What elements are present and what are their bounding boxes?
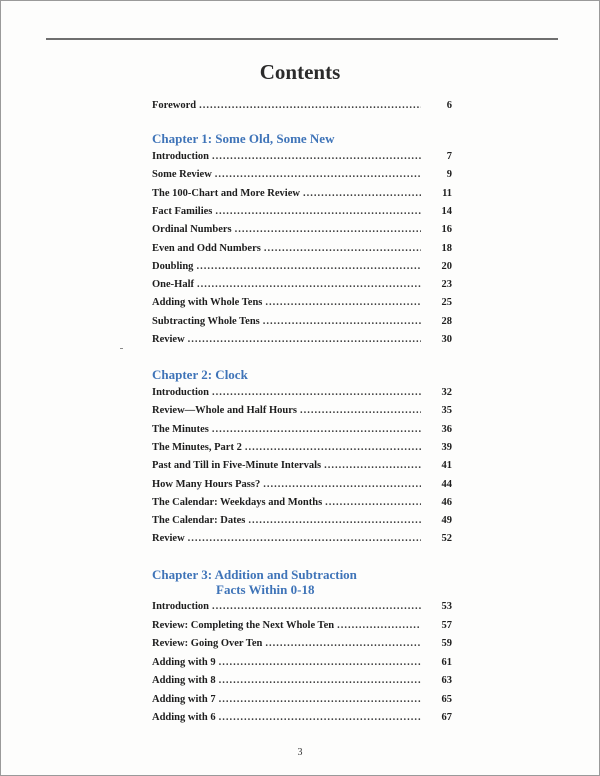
toc-entry[interactable]: [152, 533, 452, 549]
entry-page: 46: [441, 496, 452, 508]
entry-label: Subtracting Whole Tens: [152, 315, 260, 327]
entry-label: How Many Hours Pass?: [152, 478, 261, 490]
toc-entry[interactable]: [152, 442, 452, 458]
entry-page: 65: [441, 693, 452, 705]
page-title: Contents: [259, 60, 341, 84]
entry-page: 9: [446, 169, 452, 181]
entry-label: Fact Families: [152, 205, 213, 217]
entry-label: Adding with 8: [152, 675, 216, 686]
toc-entry[interactable]: [152, 188, 452, 204]
toc-entry[interactable]: [152, 424, 452, 440]
dot-leader: [215, 206, 421, 217]
toc-entry[interactable]: [152, 100, 452, 116]
toc-entry[interactable]: [152, 279, 452, 295]
dot-leader: [215, 169, 421, 180]
toc-entry[interactable]: [152, 316, 452, 332]
entry-label: Adding with 7: [152, 693, 216, 705]
chapter-3-heading: [152, 567, 357, 597]
entry-page: 30: [441, 334, 452, 345]
entry-page: 25: [441, 297, 452, 309]
dot-leader: [303, 188, 421, 199]
entry-page: 23: [441, 279, 452, 291]
dot-leader: [197, 279, 421, 290]
entry-label: The 100-Chart and More Review: [152, 187, 300, 199]
entry-page: 20: [441, 260, 452, 272]
toc-entry[interactable]: [152, 497, 452, 513]
entry-label: Introduction: [152, 151, 209, 162]
toc-entry[interactable]: [152, 601, 452, 617]
entry-page: 49: [441, 515, 452, 527]
entry-label: Introduction: [152, 601, 209, 612]
entry-label: Past and Till in Five-Minute Intervals: [152, 460, 322, 472]
chapter-3-heading-line1: Chapter 3: Addition and Subtraction: [152, 567, 357, 582]
entry-page: 11: [442, 187, 452, 199]
toc-entry[interactable]: [152, 638, 452, 654]
entry-page: 28: [441, 315, 452, 327]
entry-page: 57: [441, 619, 452, 631]
toc-entry[interactable]: [152, 169, 452, 185]
dot-leader: [263, 479, 421, 490]
entry-page: 52: [441, 533, 452, 545]
entry-page: 61: [441, 656, 452, 668]
page-number: 3: [297, 747, 303, 758]
toc-entry[interactable]: [152, 206, 452, 222]
chapter-3-heading-line2: Facts Within 0-18: [216, 582, 315, 597]
toc-entry[interactable]: [152, 657, 452, 673]
entry-label: Review: [152, 334, 185, 345]
toc-entry[interactable]: [152, 151, 452, 167]
toc-entry[interactable]: [152, 334, 452, 350]
entry-label: Adding with 9: [152, 656, 216, 668]
toc-entry[interactable]: [152, 297, 452, 313]
entry-label: Review—Whole and Half Hours: [152, 405, 297, 417]
dot-leader: [324, 460, 421, 471]
chapter-1-heading: Chapter 1: Some Old, Some New: [152, 131, 335, 146]
dot-leader: [212, 601, 421, 612]
entry-page: 59: [441, 638, 452, 649]
toc-entry[interactable]: [152, 405, 452, 421]
toc-entry[interactable]: [152, 479, 452, 495]
entry-page: 35: [441, 405, 452, 417]
toc-entry[interactable]: [152, 243, 452, 259]
dot-leader: [248, 515, 421, 526]
entry-label: The Minutes: [152, 423, 209, 435]
toc-entry[interactable]: [152, 515, 452, 531]
dot-leader: [196, 261, 421, 272]
entry-page: 6: [446, 100, 452, 111]
scan-speck: [120, 348, 123, 349]
entry-label: Even and Odd Numbers: [152, 242, 261, 254]
entry-page: 7: [446, 151, 452, 162]
entry-label: Review: Going Over Ten: [152, 638, 263, 649]
dot-leader: [188, 334, 421, 345]
dot-leader: [212, 424, 421, 435]
toc-entry[interactable]: [152, 261, 452, 277]
entry-page: 41: [441, 460, 452, 472]
toc-entry[interactable]: [152, 675, 452, 691]
dot-leader: [212, 151, 421, 162]
entry-label: Doubling: [152, 260, 194, 272]
entry-page: 32: [441, 387, 452, 398]
entry-label: The Minutes, Part 2: [152, 441, 242, 453]
entry-page: 44: [441, 478, 452, 490]
dot-leader: [219, 694, 421, 705]
dot-leader: [337, 620, 421, 631]
entry-label: The Calendar: Weekdays and Months: [152, 496, 323, 508]
dot-leader: [264, 243, 421, 254]
dot-leader: [188, 533, 421, 544]
entry-page: 53: [441, 601, 452, 612]
dot-leader: [263, 316, 421, 327]
toc-entry[interactable]: [152, 712, 452, 728]
entry-page: 39: [441, 441, 452, 453]
toc-entry[interactable]: [152, 620, 452, 636]
entry-page: 67: [441, 712, 452, 723]
entry-page: 14: [441, 205, 452, 217]
dot-leader: [325, 497, 421, 508]
entry-label: Foreword: [152, 100, 197, 111]
toc-entry[interactable]: [152, 460, 452, 476]
entry-page: 36: [441, 423, 452, 435]
dot-leader: [219, 675, 421, 686]
top-rule: [46, 38, 558, 40]
dot-leader: [235, 224, 421, 235]
entry-label: Some Review: [152, 169, 212, 181]
dot-leader: [245, 442, 421, 453]
dot-leader: [199, 100, 421, 111]
entry-label: Ordinal Numbers: [152, 224, 232, 236]
chapter-2-heading: Chapter 2: Clock: [152, 367, 248, 382]
dot-leader: [265, 638, 421, 649]
entry-page: 63: [441, 675, 452, 686]
toc-entry[interactable]: [152, 387, 452, 403]
dot-leader: [219, 712, 421, 723]
entry-label: Review: Completing the Next Whole Ten: [152, 619, 335, 631]
entry-label: Adding with 6: [152, 712, 216, 723]
entry-label: Review: [152, 533, 185, 545]
entry-label: The Calendar: Dates: [152, 515, 246, 527]
dot-leader: [212, 387, 421, 398]
toc-entry[interactable]: [152, 694, 452, 710]
entry-label: Adding with Whole Tens: [152, 297, 263, 309]
dot-leader: [219, 657, 421, 668]
entry-page: 18: [441, 242, 452, 254]
dot-leader: [300, 405, 421, 416]
dot-leader: [265, 297, 421, 308]
entry-label: Introduction: [152, 387, 209, 398]
entry-label: One-Half: [152, 279, 194, 291]
entry-page: 16: [441, 224, 452, 236]
toc-entry[interactable]: [152, 224, 452, 240]
